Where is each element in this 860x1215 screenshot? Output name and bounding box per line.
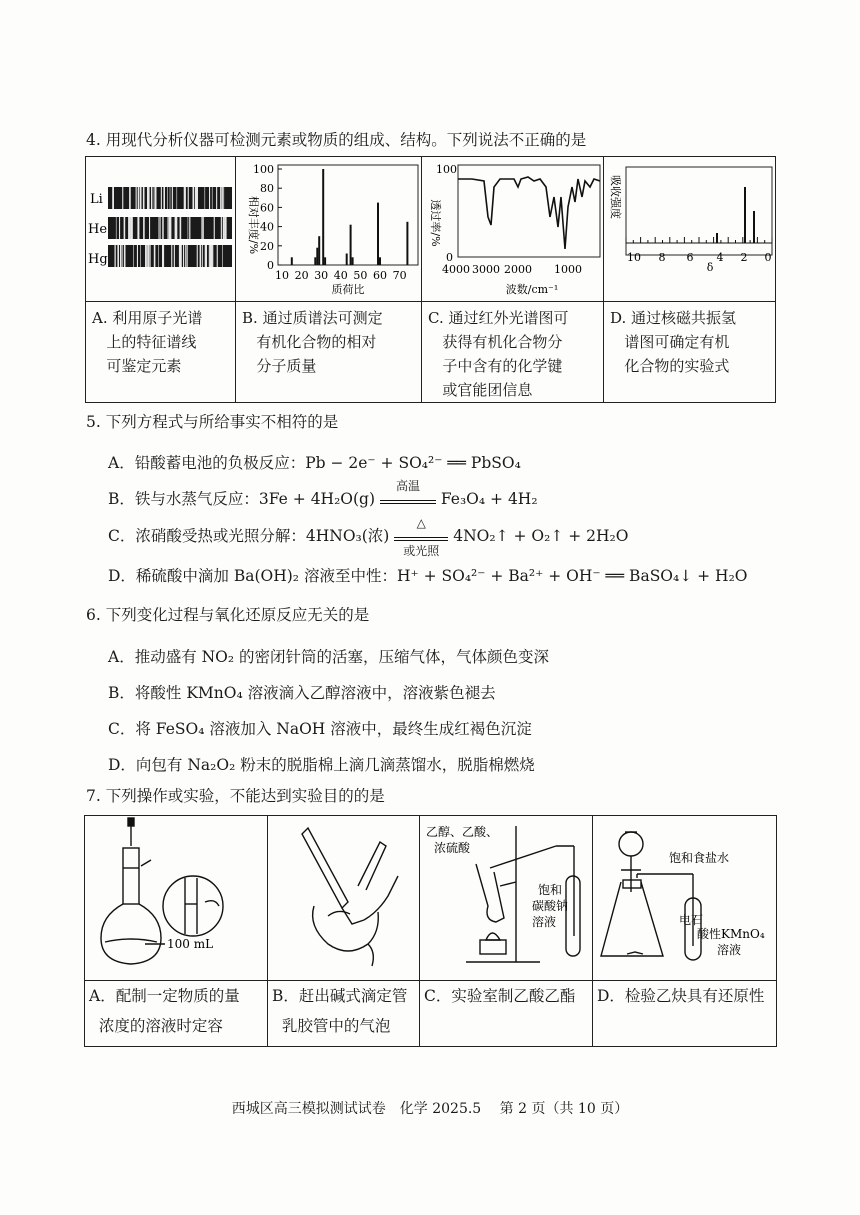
spectrum-line xyxy=(180,217,182,239)
funnel-label: 饱和食盐水 xyxy=(669,851,730,865)
ms-xtick: 70 xyxy=(392,269,407,282)
q5-option-b: B．铁与水蒸气反应：3Fe + 4H₂O(g) 高温 Fe₃O₄ + 4H₂ xyxy=(108,479,538,508)
ms-ytick: 100 xyxy=(253,163,274,176)
spectrum-line xyxy=(168,217,169,239)
spectrum-line xyxy=(147,187,148,209)
spectrum-line xyxy=(113,187,114,209)
ir-xtick: 4000 xyxy=(442,263,470,276)
spectrum-line xyxy=(128,217,130,239)
ir-spectrum-figure xyxy=(422,157,604,302)
ms-ytick: 80 xyxy=(260,182,274,196)
spectrum-line xyxy=(209,245,210,267)
flask-volume-label: 100 mL xyxy=(167,937,214,951)
ethyl-acetate-figure xyxy=(420,816,593,981)
spectrum-line xyxy=(224,187,225,209)
receiver-label-2: 碳酸钠 xyxy=(532,899,569,913)
element-hg: Hg xyxy=(88,252,108,267)
q4-option-b: B. 通过质谱法可测定 有机化合物的相对 分子质量 xyxy=(242,309,383,375)
ir-ytop: 100 xyxy=(436,163,457,176)
ir-xlabel: 波数/cm⁻¹ xyxy=(505,283,559,296)
spectrum-line xyxy=(221,217,222,239)
spectrum-line xyxy=(216,187,217,209)
ir-ybottom: 0 xyxy=(446,251,453,264)
q6-option-c: C．将 FeSO₄ 溶液加入 NaOH 溶液中，最终生成红褐色沉淀 xyxy=(108,720,532,738)
atomic-spectrum-figure xyxy=(86,157,236,302)
ms-ytick: 0 xyxy=(267,259,274,272)
spectrum-line xyxy=(137,217,139,239)
spectrum-line xyxy=(154,245,155,267)
spectrum-line xyxy=(122,187,123,209)
q7-stem: 7. 下列操作或实验，不能达到实验目的的是 xyxy=(86,787,385,805)
element-li: Li xyxy=(90,192,103,207)
ir-xtick: 3000 xyxy=(472,263,500,276)
tube-label-2: 溶液 xyxy=(717,943,742,957)
ms-ytick: 60 xyxy=(260,201,274,215)
spectrum-line xyxy=(151,187,152,209)
spectrum-line xyxy=(161,187,162,209)
spectrum-line xyxy=(140,245,141,267)
spectrum-line xyxy=(197,245,198,267)
q6-stem: 6. 下列变化过程与氧化还原反应无关的是 xyxy=(86,606,370,624)
spectrum-line xyxy=(185,245,186,267)
q7-option-b: B．赶出碱式滴定管 乳胶管中的气泡 xyxy=(272,987,408,1035)
spectrum-line xyxy=(183,245,184,267)
spectrum-line xyxy=(226,217,227,239)
spectrum-line xyxy=(116,217,117,239)
nmr-spectrum-figure xyxy=(604,157,776,302)
spectrum-line xyxy=(201,217,202,239)
spectrum-line xyxy=(200,245,202,267)
spectrum-line xyxy=(119,217,120,239)
spectrum-line xyxy=(143,187,145,209)
spectrum-line xyxy=(174,245,175,267)
spectrum-line xyxy=(129,187,130,209)
nmr-xtick: 10 xyxy=(627,251,641,264)
spectrum-line xyxy=(133,245,134,267)
q5-option-c: C．浓硝酸受热或光照分解：4HNO₃(浓) △ 或光照 4NO₂↑ + O₂↑ + 2H₂O xyxy=(108,516,629,558)
spectrum-line xyxy=(130,217,132,239)
spectrum-line xyxy=(162,245,163,267)
spectrum-line xyxy=(147,187,149,209)
q5-option-d: D．稀硫酸中滴加 Ba(OH)₂ 溶液至中性：H⁺ + SO₄²⁻ + Ba²⁺ + OH⁻ ══ BaSO₄↓ + H₂O xyxy=(108,567,748,585)
burette-bubble-figure xyxy=(268,816,420,981)
tube-label-1: 酸性KMnO₄ xyxy=(697,927,765,941)
ir-ylabel: 透过率/% xyxy=(429,199,442,247)
q7-option-c: C．实验室制乙酸乙酯 xyxy=(424,987,576,1005)
q5-option-a: A．铅酸蓄电池的负极反应：Pb − 2e⁻ + SO₄²⁻ ══ PbSO₄ xyxy=(108,454,521,472)
spectrum-line xyxy=(112,187,113,209)
spectrum-line xyxy=(205,187,206,209)
q4-option-c: C. 通过红外光谱图可 获得有机化合物分 子中含有的化学键 或官能团信息 xyxy=(428,309,569,399)
spectrum-line xyxy=(138,187,140,209)
spectrum-line xyxy=(220,187,222,209)
nmr-xtick: 4 xyxy=(716,251,724,264)
ms-xtick: 30 xyxy=(314,269,329,282)
spectrum-line xyxy=(184,187,186,209)
nmr-xtick: 6 xyxy=(686,251,694,264)
page-footer: 西城区高三模拟测试试卷 化学 2025.5 第 2 页（共 10 页） xyxy=(231,1101,629,1117)
ms-ytick: 20 xyxy=(260,239,274,253)
q6-option-b: B．将酸性 KMnO₄ 溶液滴入乙醇溶液中，溶液紫色褪去 xyxy=(108,684,496,702)
spectrum-line xyxy=(158,245,159,267)
spectrum-line xyxy=(222,245,223,267)
receiver-label-1: 饱和 xyxy=(538,883,563,897)
q6-option-d: D．向包有 Na₂O₂ 粉末的脱脂棉上滴几滴蒸馏水，脱脂棉燃烧 xyxy=(108,756,535,774)
ms-xtick: 20 xyxy=(294,269,309,282)
ms-xtick: 50 xyxy=(353,269,368,282)
spectrum-line xyxy=(140,187,142,209)
nmr-ylabel: 吸收强度 xyxy=(609,175,622,219)
spectrum-line xyxy=(145,245,147,267)
spectrum-line xyxy=(180,245,182,267)
spectrum-band-2 xyxy=(108,245,232,267)
spectrum-line xyxy=(223,217,225,239)
q4-option-a: A. 利用原子光谱 上的特征谱线 可鉴定元素 xyxy=(92,309,203,375)
spectrum-line xyxy=(189,217,190,239)
carbide-label: 电石 xyxy=(679,913,704,927)
q7-option-a: A．配制一定物质的量 浓度的溶液时定容 xyxy=(89,987,240,1035)
spectrum-line xyxy=(153,187,154,209)
ester-reagents-2: 浓硫酸 xyxy=(434,841,471,855)
spectrum-line xyxy=(163,217,164,239)
ester-reagents-1: 乙醇、乙酸、 xyxy=(426,825,499,839)
spectrum-line xyxy=(170,187,171,209)
spectrum-line xyxy=(137,245,138,267)
spectrum-line xyxy=(206,245,207,267)
spectrum-line xyxy=(147,245,149,267)
spectrum-line xyxy=(167,187,168,209)
ms-ytick: 40 xyxy=(260,220,274,234)
ms-xlabel: 质荷比 xyxy=(331,283,365,296)
spectrum-line xyxy=(160,217,161,239)
acetylene-figure xyxy=(593,816,777,981)
spectrum-line xyxy=(224,217,226,239)
ms-xtick: 10 xyxy=(275,269,289,282)
nmr-xtick: 8 xyxy=(658,251,666,264)
spectrum-line xyxy=(163,187,165,209)
q6-option-a: A．推动盛有 NO₂ 的密闭针筒的活塞，压缩气体，气体颜色变深 xyxy=(108,648,550,666)
q7-table xyxy=(84,815,777,1047)
spectrum-line xyxy=(149,187,150,209)
spectrum-line xyxy=(159,217,160,239)
ir-xtick: 1000 xyxy=(554,263,582,276)
spectrum-line xyxy=(163,245,164,267)
spectrum-line xyxy=(193,187,195,209)
spectrum-line xyxy=(202,245,203,267)
ms-ylabel: 相对丰度/% xyxy=(247,195,260,255)
spectrum-line xyxy=(150,245,151,267)
spectrum-line xyxy=(214,217,215,239)
spectrum-line xyxy=(132,217,133,239)
spectrum-line xyxy=(155,187,157,209)
element-he: He xyxy=(88,222,108,237)
q7-option-d: D．检验乙炔具有还原性 xyxy=(597,987,765,1005)
spectrum-line xyxy=(136,187,137,209)
spectrum-line xyxy=(130,187,131,209)
spectrum-line xyxy=(202,217,204,239)
spectrum-line xyxy=(211,245,213,267)
spectrum-line xyxy=(195,187,196,209)
ms-xtick: 40 xyxy=(333,269,348,282)
ms-xtick: 60 xyxy=(373,269,387,282)
spectrum-line xyxy=(177,187,178,209)
spectrum-line xyxy=(120,245,122,267)
spectrum-line xyxy=(222,187,223,209)
spectrum-line xyxy=(149,217,150,239)
nmr-xtick: 0 xyxy=(764,251,772,264)
nmr-xtick: δ xyxy=(706,261,714,274)
spectrum-line xyxy=(187,245,188,267)
spectrum-line xyxy=(171,245,172,267)
spectrum-line xyxy=(115,245,116,267)
q5-stem: 5. 下列方程式与所给事实不相符的是 xyxy=(86,413,339,431)
spectrum-line xyxy=(188,217,189,239)
ir-xtick: 2000 xyxy=(504,263,532,276)
receiver-label-3: 溶液 xyxy=(532,915,557,929)
spectrum-line xyxy=(124,217,125,239)
spectrum-line xyxy=(124,245,126,267)
spectrum-line xyxy=(122,245,123,267)
q4-stem: 4. 用现代分析仪器可检测元素或物质的组成、结构。下列说法不正确的是 xyxy=(86,131,587,149)
spectrum-line xyxy=(175,217,176,239)
spectrum-line xyxy=(169,217,171,239)
spectrum-line xyxy=(212,187,213,209)
spectrum-line xyxy=(143,217,144,239)
q4-table xyxy=(85,156,776,403)
spectrum-line xyxy=(196,187,198,209)
spectrum-line xyxy=(188,187,189,209)
volumetric-flask-figure xyxy=(85,816,268,981)
q4-option-d: D. 通过核磁共振氢 谱图可确定有机 化合物的实验式 xyxy=(610,309,737,375)
spectrum-line xyxy=(209,187,210,209)
spectrum-line xyxy=(217,245,218,267)
spectrum-line xyxy=(117,245,119,267)
mass-spectrum-figure xyxy=(236,157,422,302)
spectrum-line xyxy=(172,187,173,209)
nmr-xtick: 2 xyxy=(740,251,748,264)
